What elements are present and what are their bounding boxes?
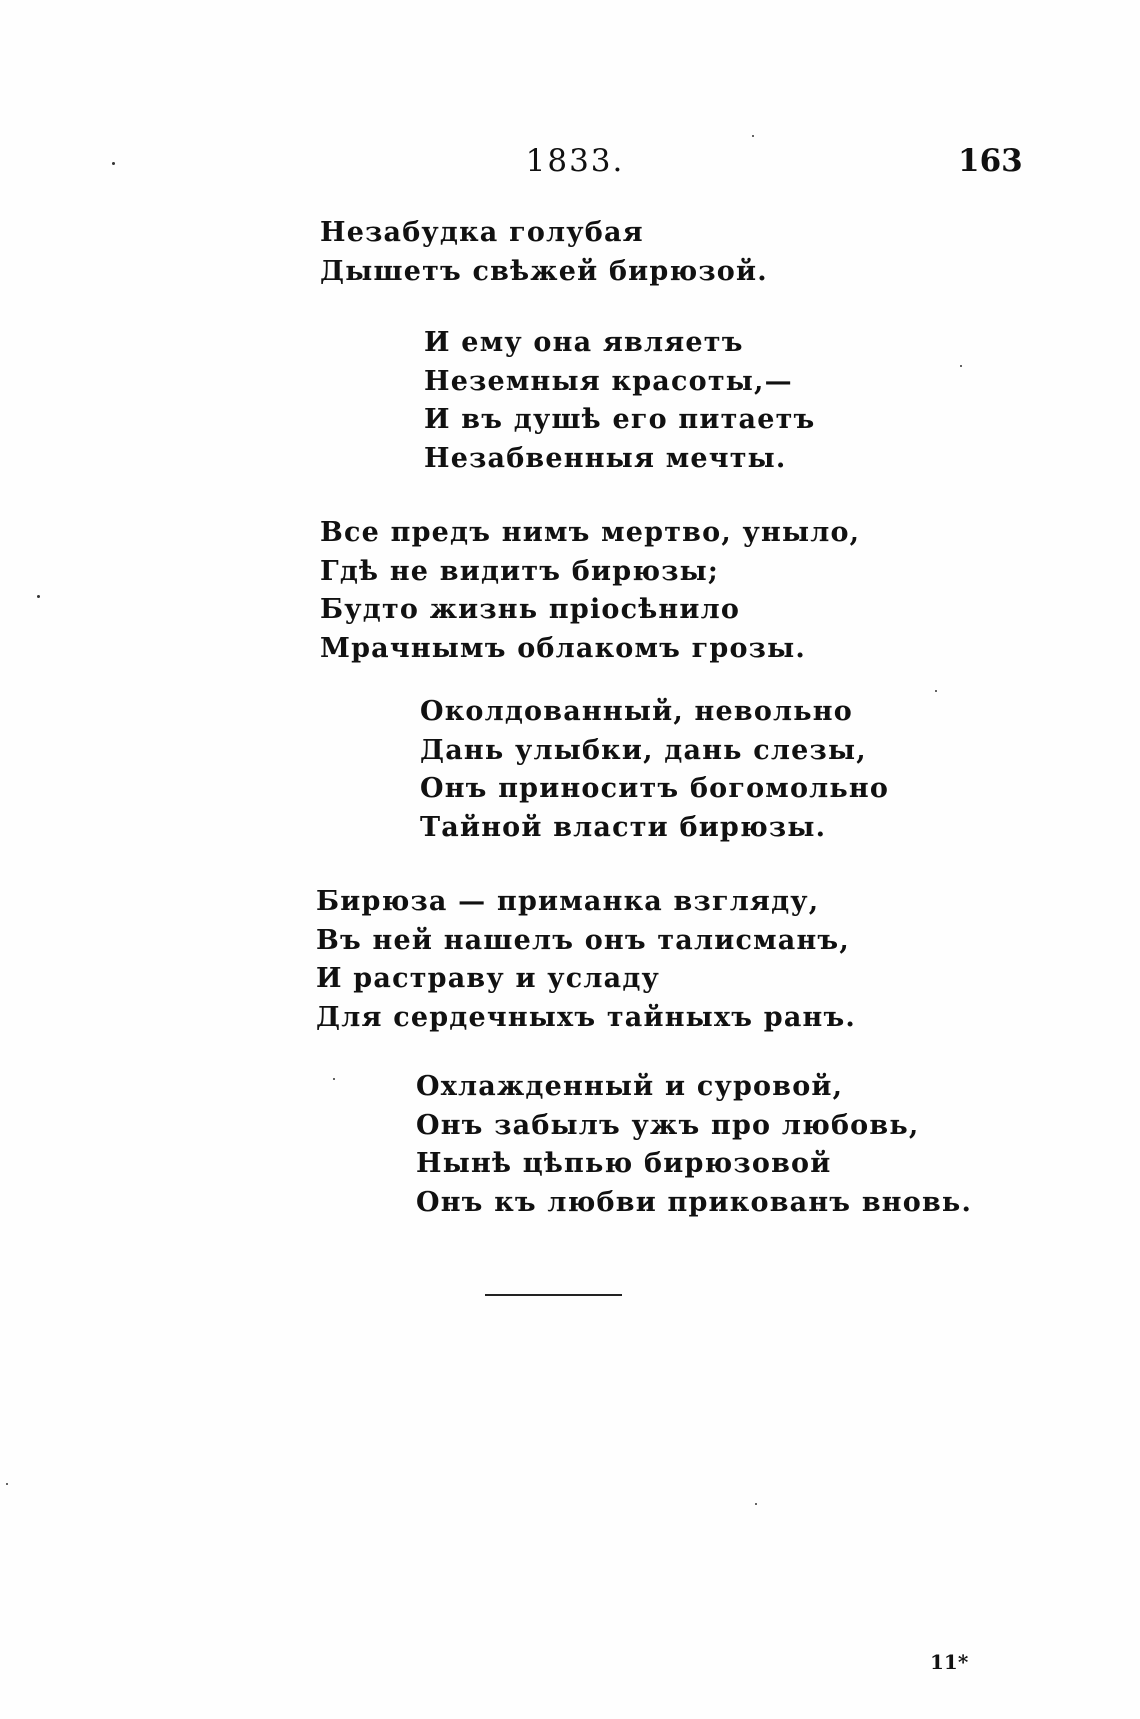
poem-line: Дань улыбки, дань слезы, xyxy=(420,734,867,766)
scan-speck xyxy=(333,1078,335,1080)
scan-speck xyxy=(6,1483,8,1485)
running-header-year: 1833. xyxy=(525,143,625,179)
page-number: 163 xyxy=(958,143,1023,179)
poem-line: Будто жизнь пріосѣнило xyxy=(320,594,741,625)
stanza-2 xyxy=(424,324,815,478)
stanza-6 xyxy=(416,1068,972,1222)
poem-line: Мрачнымъ облакомъ грозы. xyxy=(320,632,806,664)
poem-line: Гдѣ не видитъ бирюзы; xyxy=(320,555,720,587)
scan-speck xyxy=(960,365,962,367)
stanza-1 xyxy=(320,214,768,291)
poem-line: И ему она являетъ xyxy=(424,327,744,358)
poem-line: Дышетъ свѣжей бирюзой. xyxy=(320,255,768,287)
poem-line: Незабудка голубая xyxy=(320,217,644,248)
scan-speck xyxy=(752,135,754,137)
poem-line: Для сердечныхъ тайныхъ ранъ. xyxy=(316,1001,856,1033)
printer-signature-mark: 11* xyxy=(930,1650,969,1674)
poem-line: Онъ къ любви прикованъ вновь. xyxy=(416,1186,973,1218)
poem-line: Бирюза — приманка взгляду, xyxy=(316,886,820,917)
poem-line: Незабвенныя мечты. xyxy=(424,442,787,474)
poem-line: Нынѣ цѣпью бирюзовой xyxy=(416,1148,832,1179)
scan-speck xyxy=(112,162,115,165)
poem-line: Онъ приноситъ богомольно xyxy=(420,773,890,804)
stanza-3 xyxy=(320,514,860,668)
stanza-5 xyxy=(316,883,856,1037)
poem-line: Околдованный, невольно xyxy=(420,696,853,727)
poem-line: Все предъ нимъ мертво, уныло, xyxy=(320,517,861,548)
poem-line: Неземныя красоты,— xyxy=(424,365,793,397)
scan-speck xyxy=(37,595,40,598)
poem-line: Въ ней нашелъ онъ талисманъ, xyxy=(316,924,850,956)
poem-line: Охлажденный и суровой, xyxy=(416,1071,844,1102)
poem-line: Тайной власти бирюзы. xyxy=(420,811,827,843)
poem-line: Онъ забылъ ужъ про любовь, xyxy=(416,1109,920,1141)
poem-line: И въ душѣ его питаетъ xyxy=(424,404,816,435)
poem-line: И растраву и усладу xyxy=(316,963,661,994)
end-of-poem-rule xyxy=(485,1294,622,1296)
scan-speck xyxy=(935,690,937,692)
stanza-4 xyxy=(420,693,889,847)
scan-speck xyxy=(755,1503,757,1505)
